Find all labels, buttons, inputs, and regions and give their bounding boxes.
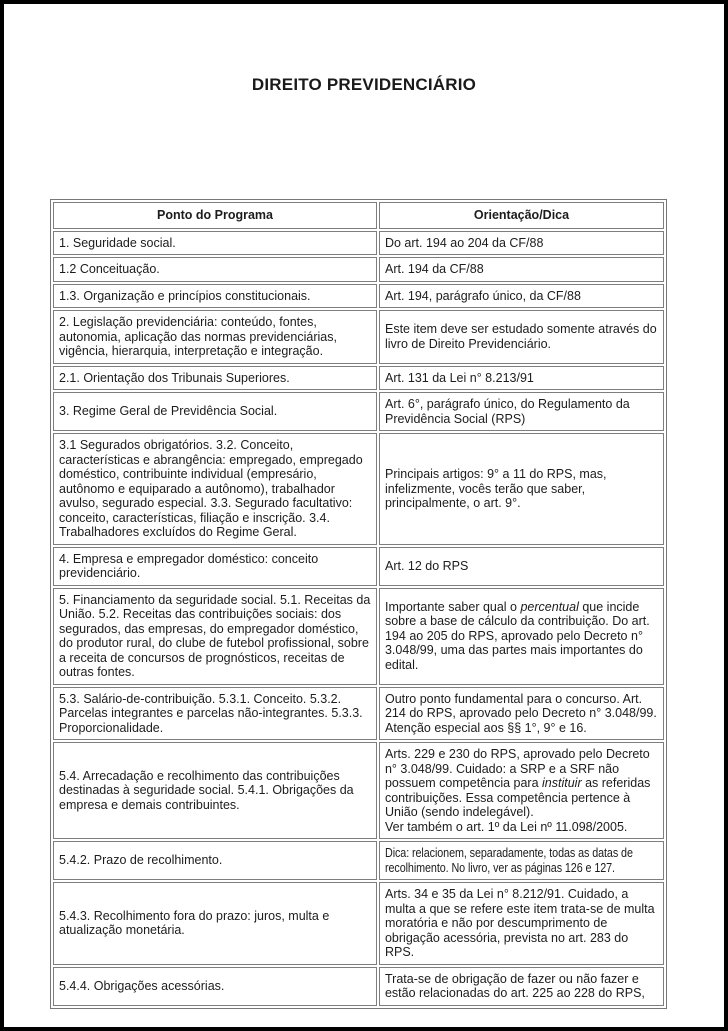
ponto-cell: 5. Financiamento da seguridade social. 5.1. Receitas da União. 5.2. Receitas das contribuições sociais: dos segurados, das empresas, do empregador doméstico, do produtor rural, do clube de futebol profissional, sobre a receita de concursos de prognósticos, receitas de outras fontes. <box>53 588 377 685</box>
table-body <box>53 231 664 1006</box>
ponto-cell: 1. Seguridade social. <box>53 231 377 256</box>
page-title: DIREITO PREVIDENCIÁRIO <box>251 75 477 94</box>
orientacao-cell: Art. 131 da Lei n° 8.213/91 <box>379 366 664 391</box>
table-row <box>53 588 664 685</box>
table-row <box>53 882 664 965</box>
orientacao-cell: Dica: relacionem, separadamente, todas as datas de recolhimento. No livro, ver as páginas 126 e 127. <box>379 841 664 880</box>
table-row <box>53 742 664 839</box>
orientacao-cell: Importante saber qual o percentual que incide sobre a base de cálculo da contribuição. Do art. 194 ao 205 do RPS, aprovado pelo Decreto n° 3.048/99, uma das partes mais importantes do edital. <box>379 588 664 685</box>
orientacao-cell: Trata-se de obrigação de fazer ou não fazer e estão relacionadas do art. 225 ao 228 do RPS, <box>379 967 664 1006</box>
ponto-cell: 3. Regime Geral de Previdência Social. <box>53 392 377 431</box>
orientacao-cell: Arts. 34 e 35 da Lei n° 8.212/91. Cuidado, a multa a que se refere este item trata-se de multa moratória e não por descumprimento de obrigação acessória, prevista no art. 283 do RPS. <box>379 882 664 965</box>
table-row <box>53 547 664 586</box>
table-row <box>53 366 664 391</box>
ponto-cell: 1.2 Conceituação. <box>53 257 377 282</box>
ponto-cell: 2.1. Orientação dos Tribunais Superiores. <box>53 366 377 391</box>
program-table <box>50 199 667 1009</box>
ponto-cell: 1.3. Organização e princípios constitucionais. <box>53 284 377 309</box>
ponto-cell: 3.1 Segurados obrigatórios. 3.2. Conceito, características e abrangência: empregado, empregado doméstico, contribuinte individual (empresário, autônomo e equiparado a autônomo), trabalhador avulso, segurado especial. 3.3. Segurado facultativo: conceito, características, filiação e inscrição. 3.4. Trabalhadores excluídos do Regime Geral. <box>53 433 377 545</box>
ponto-cell: 5.4.4. Obrigações acessórias. <box>53 967 377 1006</box>
ponto-cell: 5.4.3. Recolhimento fora do prazo: juros, multa e atualização monetária. <box>53 882 377 965</box>
ponto-cell: 4. Empresa e empregador doméstico: conceito previdenciário. <box>53 547 377 586</box>
table-row <box>53 392 664 431</box>
table-row <box>53 841 664 880</box>
orientacao-cell: Este item deve ser estudado somente através do livro de Direito Previdenciário. <box>379 310 664 364</box>
ponto-cell: 5.3. Salário-de-contribuição. 5.3.1. Conceito. 5.3.2. Parcelas integrantes e parcelas não-integrantes. 5.3.3. Proporcionalidade. <box>53 687 377 741</box>
table-row <box>53 257 664 282</box>
table-row <box>53 284 664 309</box>
ponto-cell: 5.4.2. Prazo de recolhimento. <box>53 841 377 880</box>
orientacao-cell: Principais artigos: 9° a 11 do RPS, mas, infelizmente, vocês terão que saber, principalmente, o art. 9°. <box>379 433 664 545</box>
ponto-cell: 5.4. Arrecadação e recolhimento das contribuições destinadas à seguridade social. 5.4.1. Obrigações da empresa e demais contribuintes. <box>53 742 377 839</box>
orientacao-cell: Art. 12 do RPS <box>379 547 664 586</box>
orientacao-cell: Art. 194, parágrafo único, da CF/88 <box>379 284 664 309</box>
ponto-cell: 2. Legislação previdenciária: conteúdo, fontes, autonomia, aplicação das normas previdenciárias, vigência, hierarquia, interpretação e integração. <box>53 310 377 364</box>
orientacao-cell: Art. 6°, parágrafo único, do Regulamento da Previdência Social (RPS) <box>379 392 664 431</box>
table-row <box>53 967 664 1006</box>
orientacao-cell: Arts. 229 e 230 do RPS, aprovado pelo Decreto n° 3.048/99. Cuidado: a SRP e a SRF não possuem competência para instituir as referidas contribuições. Essa competência pertence à União (sendo indelegável). Ver também o art. 1º da Lei nº 11.098/2005. <box>379 742 664 839</box>
table-row <box>53 433 664 545</box>
table-row <box>53 310 664 364</box>
table-header <box>53 202 664 229</box>
orientacao-cell: Do art. 194 ao 204 da CF/88 <box>379 231 664 256</box>
orientacao-cell: Outro ponto fundamental para o concurso. Art. 214 do RPS, aprovado pelo Decreto n° 3.048/99. Atenção especial aos §§ 1°, 9° e 16. <box>379 687 664 741</box>
column-header-orientacao-dica: Orientação/Dica <box>379 202 664 229</box>
header-row <box>53 202 664 229</box>
table-row <box>53 231 664 256</box>
table-row <box>53 687 664 741</box>
orientacao-cell: Art. 194 da CF/88 <box>379 257 664 282</box>
column-header-ponto-do-programa: Ponto do Programa <box>53 202 377 229</box>
